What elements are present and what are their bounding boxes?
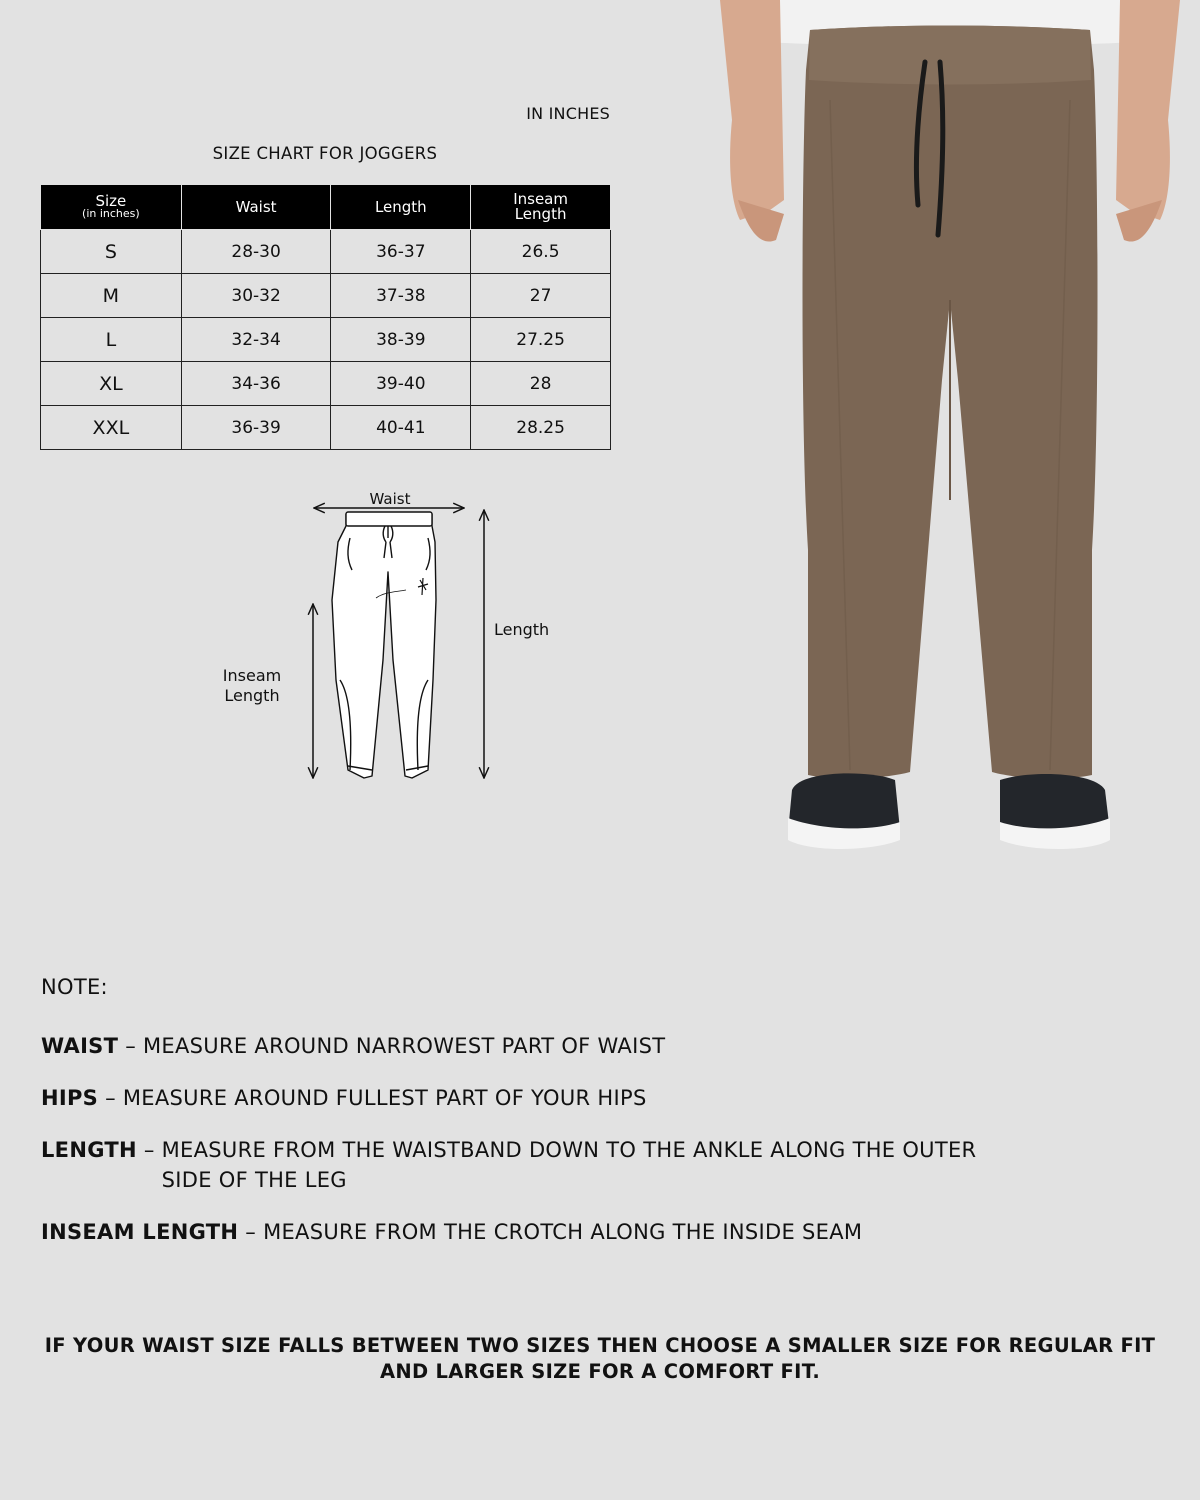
inseam-label-line2: Length xyxy=(224,686,280,705)
cell-waist: 28-30 xyxy=(181,230,331,274)
cell-waist: 36-39 xyxy=(181,406,331,450)
note-text: MEASURE FROM THE WAISTBAND DOWN TO THE ANKLE ALONG THE OUTER SIDE OF THE LEG xyxy=(161,1138,977,1192)
chart-title: SIZE CHART FOR JOGGERS xyxy=(212,144,438,163)
table-row xyxy=(41,274,611,318)
cell-size: S xyxy=(41,230,182,274)
header-inseam-sub: Length xyxy=(514,205,567,223)
length-label: Length xyxy=(494,620,550,639)
header-size xyxy=(41,185,182,230)
left-arm xyxy=(720,0,784,220)
header-size-label: Size xyxy=(95,192,127,210)
units-label: IN INCHES xyxy=(526,104,610,123)
header-waist xyxy=(181,185,331,230)
model-illustration xyxy=(720,0,1180,849)
note-hips: HIPS – MEASURE AROUND FULLEST PART OF YOUR HIPS xyxy=(41,1083,1041,1113)
note-text: MEASURE AROUND NARROWEST PART OF WAIST xyxy=(143,1034,666,1058)
note-term: LENGTH xyxy=(41,1138,137,1162)
table-row xyxy=(41,318,611,362)
cell-size: M xyxy=(41,274,182,318)
measurement-diagram xyxy=(200,480,580,800)
note-text: MEASURE AROUND FULLEST PART OF YOUR HIPS xyxy=(122,1086,647,1110)
cell-length: 39-40 xyxy=(331,362,471,406)
note-term: WAIST xyxy=(41,1034,119,1058)
cell-inseam: 27 xyxy=(471,274,611,318)
size-chart-table xyxy=(40,184,611,450)
right-arm xyxy=(1116,0,1180,220)
note-inseam-length: INSEAM LENGTH – MEASURE FROM THE CROTCH ALONG THE INSIDE SEAM xyxy=(41,1217,1041,1247)
fit-advice: IF YOUR WAIST SIZE FALLS BETWEEN TWO SIZES THEN CHOOSE A SMALLER SIZE FOR REGULAR FIT AND LARGER SIZE FOR A COMFORT FIT. xyxy=(44,1334,1156,1383)
header-inseam xyxy=(471,185,611,230)
note-length: LENGTH – MEASURE FROM THE WAISTBAND DOWN TO THE ANKLE ALONG THE OUTER SIDE OF THE LEG xyxy=(41,1135,1041,1195)
cell-inseam: 26.5 xyxy=(471,230,611,274)
table-row xyxy=(41,362,611,406)
cell-size: XXL xyxy=(41,406,182,450)
cell-waist: 32-34 xyxy=(181,318,331,362)
table-header-row xyxy=(41,185,611,230)
cell-length: 40-41 xyxy=(331,406,471,450)
cell-waist: 34-36 xyxy=(181,362,331,406)
inseam-label-line1: Inseam xyxy=(222,666,282,685)
header-length xyxy=(331,185,471,230)
waist-label: Waist xyxy=(369,490,411,508)
cell-inseam: 27.25 xyxy=(471,318,611,362)
note-waist: WAIST – MEASURE AROUND NARROWEST PART OF WAIST xyxy=(41,1031,1041,1061)
model-photo xyxy=(700,0,1200,860)
header-length-label: Length xyxy=(374,198,427,216)
header-size-sub: (in inches) xyxy=(82,207,140,220)
header-inseam-label: Inseam xyxy=(513,190,568,208)
table-row xyxy=(41,230,611,274)
header-waist-label: Waist xyxy=(235,198,277,216)
cell-length: 37-38 xyxy=(331,274,471,318)
cell-inseam: 28 xyxy=(471,362,611,406)
cell-size: XL xyxy=(41,362,182,406)
note-term: INSEAM LENGTH xyxy=(41,1220,239,1244)
notes-heading: NOTE: xyxy=(41,975,108,999)
table-row xyxy=(41,406,611,450)
pants-outline-illustration xyxy=(332,512,436,778)
cell-length: 36-37 xyxy=(331,230,471,274)
cell-size: L xyxy=(41,318,182,362)
cell-length: 38-39 xyxy=(331,318,471,362)
note-text: MEASURE FROM THE CROTCH ALONG THE INSIDE SEAM xyxy=(263,1220,863,1244)
measurement-notes xyxy=(41,975,1041,1269)
note-term: HIPS xyxy=(41,1086,99,1110)
cell-inseam: 28.25 xyxy=(471,406,611,450)
cell-waist: 30-32 xyxy=(181,274,331,318)
